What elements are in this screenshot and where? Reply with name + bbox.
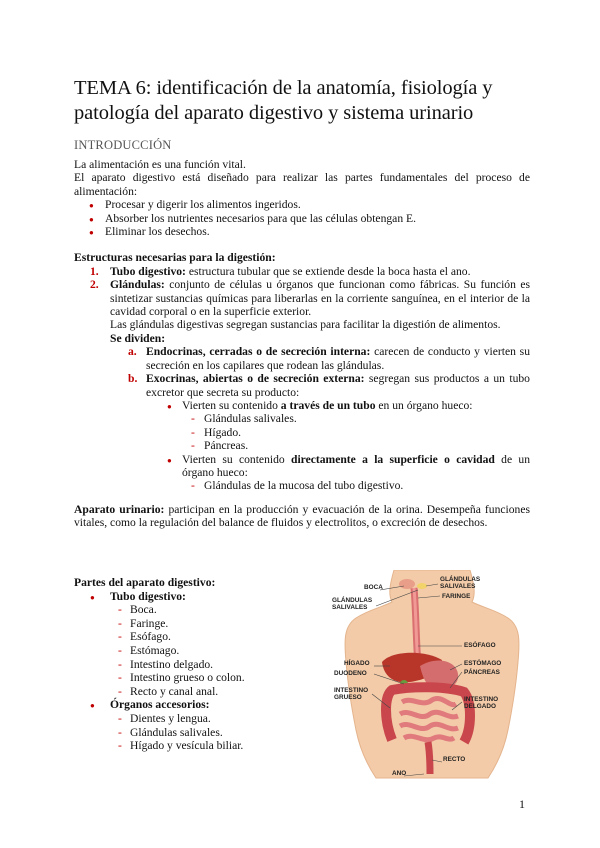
intro-list	[74, 198, 530, 238]
label-boca: BOCA	[364, 584, 383, 591]
list-item: - Páncreas.	[74, 439, 530, 452]
label-glandulas-salivales-left-1: GLÁNDULAS	[332, 597, 373, 604]
accessory-list	[74, 712, 314, 753]
list-item: ● Vierten su contenido directamente a la superficie o cavidad de un órgano hueco:	[74, 453, 530, 480]
accessory-group	[74, 698, 314, 712]
list-item: b. Exocrinas, abiertas o de secreción externa: segregan sus productos a un tubo excretor que secreta su producto:	[128, 372, 530, 399]
glands-note: Las glándulas digestivas segregan sustancias para facilitar la digestión de alimentos.	[110, 318, 501, 332]
label-intestino-grueso-2: GRUESO	[334, 694, 362, 701]
label-intestino-grueso-1: INTESTINO	[334, 687, 369, 694]
list-item: ● Procesar y digerir los alimentos ingeridos.	[74, 198, 530, 211]
urinary-paragraph: Aparato urinario: participan en la producción y evacuación de la orina. Desempeña funciones vitales, como la regulación del balance de fluidos y electrolitos, o excreción de desechos.	[74, 502, 530, 530]
list-item: - Glándulas de la mucosa del tubo digestivo.	[74, 479, 530, 492]
list-item: 2. Glándulas: conjunto de células u órganos que funcionan como fábricas. Su función es sintetizar sustancias químicas para liberarlas en la corriente sanguínea, en el interior de la cavidad corporal o en la superficie exterior.	[90, 278, 530, 319]
list-item: - Recto y canal anal.	[74, 685, 314, 699]
exocrine-list-2	[74, 453, 530, 480]
digestive-system-illustration	[332, 570, 532, 780]
exocrine-sublist-1	[74, 412, 530, 452]
list-item: - Faringe.	[74, 617, 314, 631]
label-esofago: ESÓFAGO	[464, 642, 496, 649]
list-item: - Glándulas salivales.	[74, 412, 530, 425]
exocrine-list-1	[74, 399, 530, 412]
label-ano: ANO	[392, 770, 407, 777]
list-item: - Hígado.	[74, 426, 530, 439]
exocrine-sublist-2	[74, 479, 530, 492]
label-higado: HÍGADO	[344, 660, 370, 667]
intro-paragraph-2: El aparato digestivo está diseñado para realizar las partes fundamentales del proceso de alimentación:	[74, 171, 530, 198]
label-recto: RECTO	[443, 756, 466, 763]
page-number: 1	[519, 797, 525, 811]
list-item: - Boca.	[74, 603, 314, 617]
label-glandulas-salivales-left-2: SALIVALES	[332, 604, 368, 611]
list-item: - Hígado y vesícula biliar.	[74, 739, 314, 753]
list-item: ● Eliminar los desechos.	[74, 225, 530, 238]
label-estomago: ESTÓMAGO	[464, 660, 502, 667]
intro-paragraph-1: La alimentación es una función vital.	[74, 158, 246, 171]
label-pancreas: PÁNCREAS	[464, 669, 500, 676]
tube-list	[74, 603, 314, 698]
label-intestino-delgado-2: DELGADO	[464, 703, 496, 710]
document-body	[74, 158, 530, 530]
list-item: - Estómago.	[74, 644, 314, 658]
label-glandulas-salivales-right-1: GLÁNDULAS	[440, 576, 481, 583]
list-item: 1. Tubo digestivo: estructura tubular que se extiende desde la boca hasta el ano.	[90, 264, 471, 278]
list-item: ● Vierten su contenido a través de un tubo en un órgano hueco:	[74, 399, 530, 412]
list-item: - Intestino delgado.	[74, 658, 314, 672]
label-faringe: FARINGE	[442, 593, 471, 600]
structures-list	[74, 265, 530, 319]
list-item: a. Endocrinas, cerradas o de secreción interna: carecen de conducto y vierten su secreción en los capilares que rodean las glándulas.	[128, 345, 530, 372]
label-intestino-delgado-1: INTESTINO	[464, 696, 499, 703]
list-item: ● Órganos accesorios:	[74, 698, 314, 712]
se-dividen: Se dividen:	[110, 331, 166, 345]
list-item: ● Absorber los nutrientes necesarios para que las células obtengan E.	[74, 212, 530, 225]
label-glandulas-salivales-right-2: SALIVALES	[440, 583, 476, 590]
structures-heading: Estructuras necesarias para la digestión:	[74, 251, 276, 265]
list-item: - Intestino grueso o colon.	[74, 671, 314, 685]
list-item: - Esófago.	[74, 630, 314, 644]
list-item: ● Tubo digestivo:	[74, 590, 314, 604]
tube-group	[74, 590, 314, 604]
digestive-parts	[74, 576, 314, 753]
parts-heading: Partes del aparato digestivo:	[74, 576, 216, 589]
section-heading-intro: INTRODUCCIÓN	[74, 138, 172, 152]
list-item: - Dientes y lengua.	[74, 712, 314, 726]
page-title: TEMA 6: identificación de la anatomía, fisiología y patología del aparato digestivo y sistema urinario	[74, 77, 493, 124]
gland-types-list	[74, 345, 530, 399]
list-item: - Glándulas salivales.	[74, 726, 314, 740]
label-duodeno: DUODENO	[334, 670, 367, 677]
